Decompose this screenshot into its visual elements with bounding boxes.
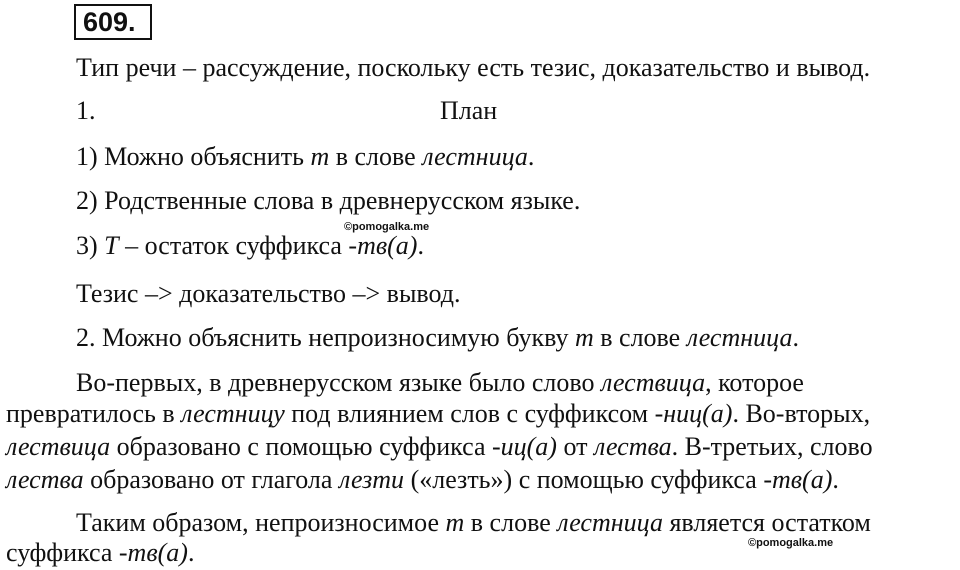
line-segment: превратилось в <box>6 399 182 428</box>
line-segment: образовано с помощью суффикса <box>110 432 492 461</box>
paragraph-line-3 <box>6 432 873 462</box>
line-segment: Во-первых, в древнерусском языке было слово <box>76 368 601 397</box>
line-segment-italic: -ниц(а) <box>654 399 733 428</box>
line-segment: . <box>832 465 839 494</box>
line-segment: от <box>556 432 594 461</box>
conclusion-line-1 <box>76 508 871 538</box>
line-segment: под влиянием слов с суффиксом <box>284 399 655 428</box>
line-segment: («лезть») с помощью суффикса <box>404 465 764 494</box>
line-segment: 2) Родственные слова в древнерусском языке. <box>76 186 581 215</box>
line-segment-italic: т <box>445 508 465 537</box>
line-segment-italic: -иц(а) <box>491 432 557 461</box>
line-segment-italic: лества <box>6 465 84 494</box>
line-segment-italic: лестницу <box>181 399 285 428</box>
line-segment: 1) Можно объяснить <box>76 142 311 171</box>
text-line-thesis <box>76 279 461 309</box>
conclusion-line-2 <box>6 538 194 568</box>
text-line-task-2 <box>76 323 799 353</box>
line-segment-italic: лестница <box>557 508 663 537</box>
text-line-1 <box>76 53 870 83</box>
line-segment: – остаток суффикса <box>118 231 349 260</box>
line-segment: . <box>792 323 799 352</box>
line-segment-italic: лестница <box>422 142 528 171</box>
paragraph-line-4 <box>6 465 839 495</box>
line-segment: в слове <box>593 323 687 352</box>
plan-item-3 <box>76 231 424 261</box>
line-segment: . <box>187 538 195 567</box>
line-segment-italic: лестница <box>686 323 793 352</box>
line-segment: в слове <box>464 508 558 537</box>
line-segment: . <box>527 142 535 171</box>
line-segment: образовано от глагола <box>83 465 339 494</box>
plan-number <box>76 96 96 126</box>
line-segment: Тип речи – рассуждение, поскольку есть тезис, доказательство и вывод. <box>76 53 871 82</box>
watermark: ©pomogalka.me <box>748 537 834 549</box>
line-segment: , которое <box>705 368 804 397</box>
line-segment: 2. Можно объяснить непроизносимую букву <box>76 323 575 352</box>
plan-item-2 <box>76 186 580 216</box>
line-segment-italic: лествица <box>601 368 706 397</box>
line-segment: . Во-вторых, <box>732 399 871 428</box>
line-segment-italic: -тв(а) <box>348 231 418 260</box>
line-segment-italic: лества <box>594 432 672 461</box>
paragraph-line-1 <box>76 368 804 398</box>
line-segment: суффикса <box>6 538 119 567</box>
watermark: ©pomogalka.me <box>344 221 430 233</box>
line-segment: . В-третьих, слово <box>671 432 873 461</box>
line-segment-italic: т <box>574 323 594 352</box>
line-segment-italic: Т <box>104 231 119 260</box>
line-segment: Тезис –> доказательство –> вывод. <box>76 279 461 308</box>
line-segment-italic: т <box>310 142 330 171</box>
plan-item-1 <box>76 142 534 172</box>
line-segment: Таким образом, непроизносимое <box>76 508 446 537</box>
line-segment: План <box>440 96 498 125</box>
task-number: 609. <box>74 4 152 40</box>
line-segment: в слове <box>329 142 423 171</box>
line-segment: 1. <box>76 96 96 125</box>
line-segment-italic: -тв(а) <box>763 465 833 494</box>
line-segment-italic: -тв(а) <box>118 538 188 567</box>
line-segment: является остатком <box>662 508 871 537</box>
line-segment-italic: лезти <box>338 465 405 494</box>
paragraph-line-2 <box>6 399 870 429</box>
line-segment: 3) <box>76 231 105 260</box>
line-segment-italic: лествица <box>6 432 111 461</box>
plan-heading <box>440 96 497 126</box>
line-segment: . <box>417 231 424 260</box>
